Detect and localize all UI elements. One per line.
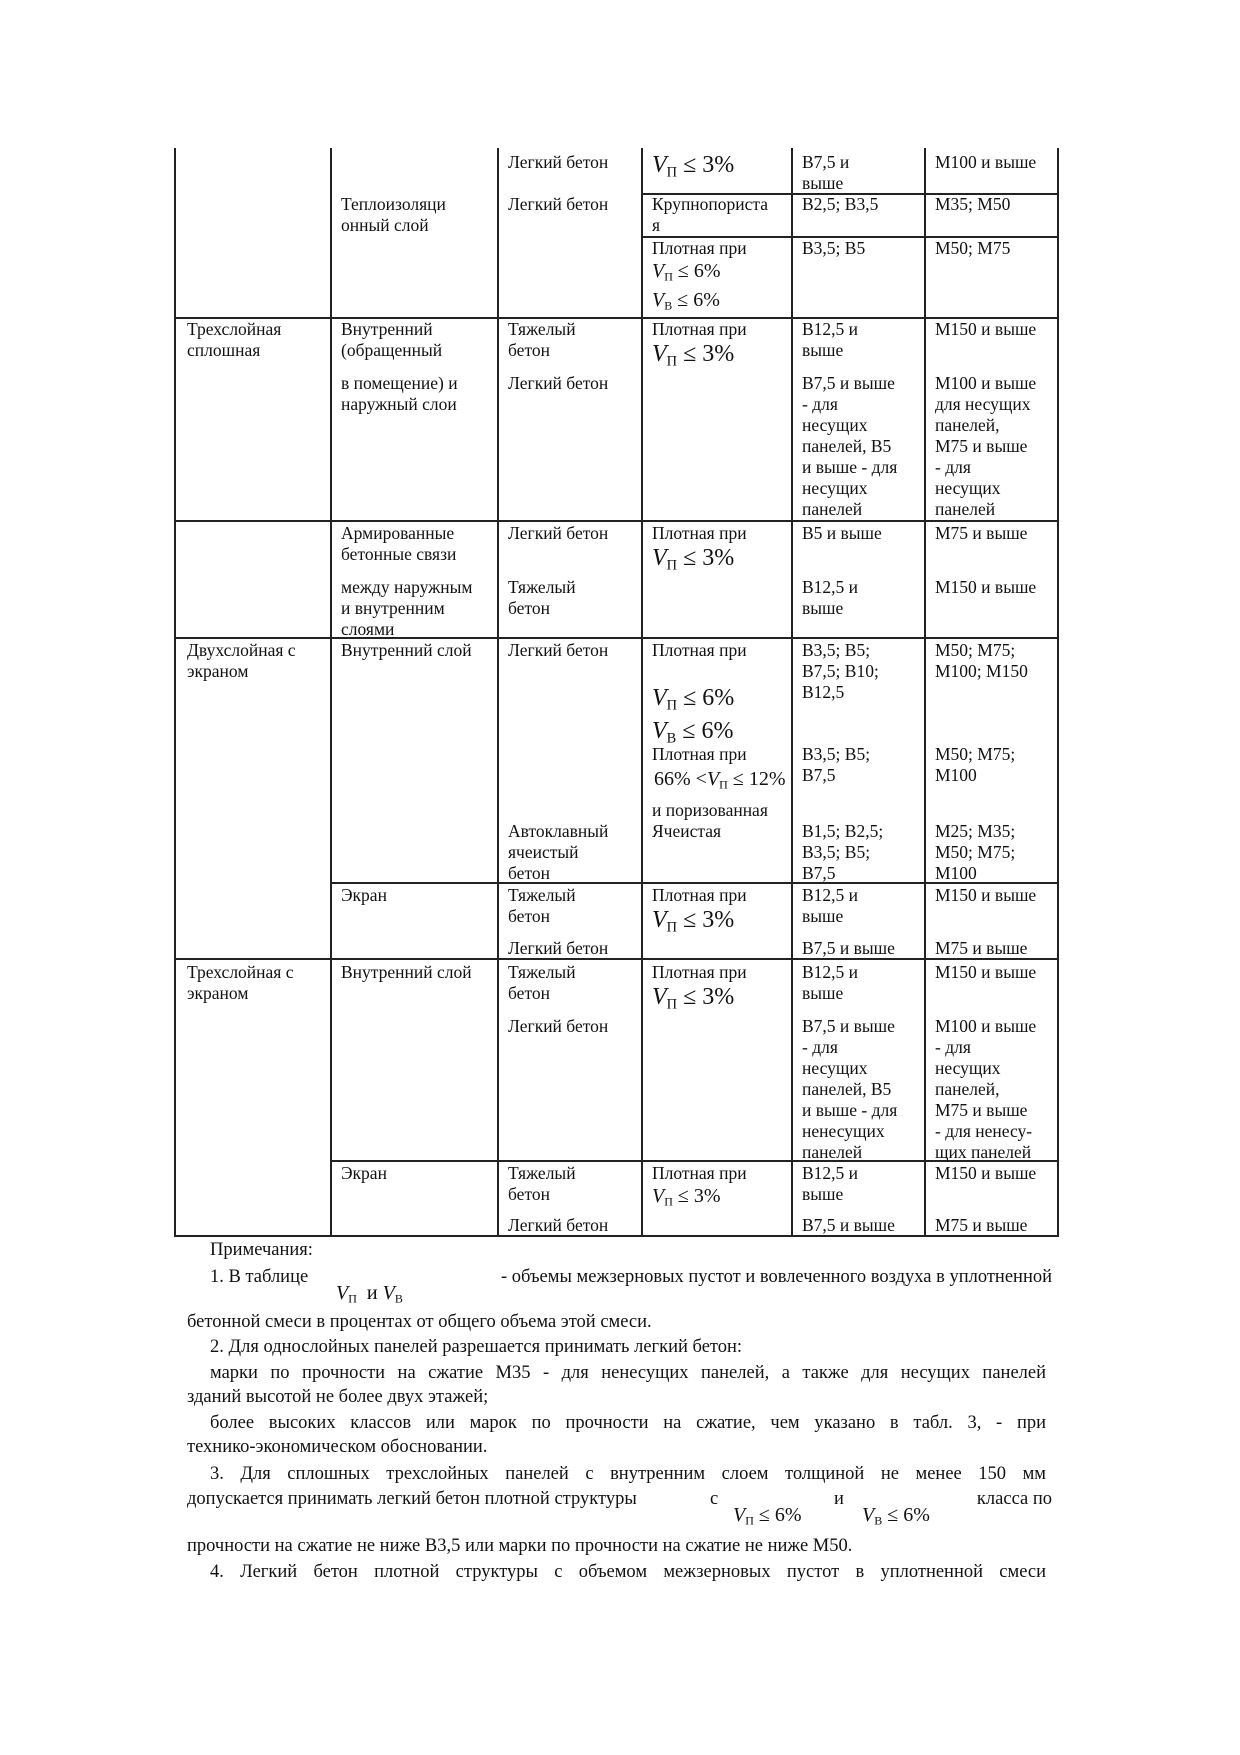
cell-grades: М150 и выше <box>935 962 1037 982</box>
multiline-text: Тяжелый бетон <box>508 577 576 618</box>
formula-vp: $V_П \le 3\%$ <box>652 984 735 1013</box>
multiline-text: Автоклавный ячеистый бетон <box>508 821 609 883</box>
cell-structure: Плотная при <box>652 885 747 905</box>
cell-classes <box>802 152 849 194</box>
cell-classes <box>802 821 883 884</box>
cell-material: Легкий бетон <box>508 640 609 660</box>
cell-panel <box>187 640 296 682</box>
note-2-line-1: 2. Для однослойных панелей разрешается принимать легкий бетон: <box>210 1337 743 1357</box>
note-2-line-4: более высоких классов или марок по прочности на сжатие, чем указано в табл. 3, - при <box>210 1413 1046 1433</box>
cell-classes: В3,5; В5 <box>802 238 866 258</box>
cell-grades: М75 и выше <box>935 938 1028 958</box>
note-4-line-1: 4. Легкий бетон плотной структуры с объемом межзерновых пустот в уплотненной смеси <box>210 1562 1046 1582</box>
note-1-start: 1. В таблице <box>210 1267 309 1287</box>
cell-classes <box>802 373 897 520</box>
multiline-text: Трехслойная с экраном <box>187 962 294 1003</box>
cell-material: Легкий бетон <box>508 194 609 214</box>
cell-structure <box>652 194 768 236</box>
cell-structure: Плотная при <box>652 962 747 982</box>
cell-layer: Экран <box>341 1163 387 1183</box>
cell-material: Легкий бетон <box>508 1016 609 1036</box>
multiline-text: В7,5 и выше - для несущих панелей, В5 и выше - для ненесущих панелей <box>802 1016 898 1162</box>
formula-vp: $V_П \le 6\%$ <box>652 260 721 284</box>
cell-classes <box>802 1016 897 1163</box>
multiline-text: В12,5 и выше <box>802 885 859 926</box>
note-3-line-3: прочности на сжатие не ниже В3,5 или марки по прочности на сжатие не ниже М50. <box>187 1536 853 1556</box>
multiline-text: Тяжелый бетон <box>508 962 576 1003</box>
multiline-text: Внутренний (обращенный <box>341 319 443 360</box>
cell-grades: М35; М50 <box>935 194 1011 214</box>
cell-layer: Экран <box>341 885 387 905</box>
cell-material: Легкий бетон <box>508 1215 609 1235</box>
multiline-text: Трехслойная сплошная <box>187 319 282 360</box>
cell-material <box>508 885 576 927</box>
cell-grades: М150 и выше <box>935 577 1037 597</box>
cell-classes <box>802 640 879 703</box>
note-3-line-2s: с <box>710 1489 719 1509</box>
note-1-line-2: бетонной смеси в процентах от общего объема этой смеси. <box>187 1312 652 1332</box>
cell-material: Легкий бетон <box>508 152 609 172</box>
note-3-line-2and: и <box>834 1489 844 1509</box>
formula-vp-range: $66\% <V_П \le 12\%$ <box>654 768 786 792</box>
cell-structure: Ячеистая <box>652 821 722 841</box>
multiline-text: Тяжелый бетон <box>508 885 576 926</box>
cell-classes <box>802 962 858 1004</box>
multiline-text: В12,5 и выше <box>802 962 859 1003</box>
formula-vp: $V_П \le 3\%$ <box>652 152 735 181</box>
cell-material: Легкий бетон <box>508 373 609 393</box>
cell-grades: М75 и выше <box>935 1215 1028 1235</box>
multiline-text: в помещение) и наружный слои <box>341 373 458 414</box>
multiline-text: М100 и выше - для несущих панелей, М75 и выше - для ненесу- щих панелей <box>935 1016 1037 1162</box>
cell-grades <box>935 821 1015 884</box>
formula-vv: $V_В \le 6\%$ <box>652 718 734 747</box>
multiline-text: Теплоизоляци онный слой <box>341 194 446 235</box>
formula-vp: $V_П \le 3\%$ <box>652 545 735 574</box>
formula-vp: $V_П \le 3\%$ <box>652 1185 721 1209</box>
cell-grades <box>935 1016 1036 1163</box>
cell-classes <box>802 744 870 786</box>
cell-material <box>508 821 608 884</box>
cell-classes <box>802 885 858 927</box>
cell-layer <box>341 577 472 640</box>
cell-structure: Плотная при <box>652 744 747 764</box>
multiline-text: между наружным и внутренним слоями <box>341 577 473 639</box>
cell-grades: М150 и выше <box>935 319 1037 339</box>
cell-material <box>508 319 576 361</box>
multiline-text: В1,5; В2,5; В3,5; В5; В7,5 <box>802 821 884 883</box>
cell-layer <box>341 373 458 415</box>
multiline-text: М100 и выше для несущих панелей, М75 и выше - для несущих панелей <box>935 373 1037 519</box>
multiline-text: Тяжелый бетон <box>508 319 576 360</box>
cell-panel <box>187 319 281 361</box>
cell-layer: Внутренний слой <box>341 962 472 982</box>
cell-grades <box>935 640 1028 682</box>
cell-classes <box>802 1163 858 1205</box>
cell-structure: Плотная при <box>652 1163 747 1183</box>
note-3-line-2b: класса по <box>976 1489 1052 1509</box>
cell-grades <box>935 373 1036 520</box>
formula-vp-vv: $V_П$ и $V_В$ <box>336 1282 403 1306</box>
cell-classes <box>802 319 858 361</box>
note-2-line-3: зданий высотой не более двух этажей; <box>187 1387 489 1407</box>
cell-structure: Плотная при <box>652 238 747 258</box>
multiline-text: Крупнопориста я <box>652 194 769 235</box>
formula-vp: $V_П \le 3\%$ <box>652 907 735 936</box>
cell-classes: В7,5 и выше <box>802 1215 895 1235</box>
formula-vv: $V_В \le 6\%$ <box>652 289 720 313</box>
multiline-text: М25; М35; М50; М75; М100 <box>935 821 1016 883</box>
multiline-text: В12,5 и выше <box>802 319 859 360</box>
cell-material <box>508 962 576 1004</box>
cell-structure: Плотная при <box>652 319 747 339</box>
multiline-text: В12,5 и выше <box>802 1163 859 1204</box>
cell-layer <box>341 523 456 565</box>
multiline-text: М50; М75; М100 <box>935 744 1016 785</box>
multiline-text: Армированные бетонные связи <box>341 523 457 564</box>
note-2-line-5: технико-экономическом обосновании. <box>187 1437 488 1457</box>
cell-grades: М150 и выше <box>935 885 1037 905</box>
cell-grades: М150 и выше <box>935 1163 1037 1183</box>
formula-vp: $V_П \le 3\%$ <box>652 341 735 370</box>
cell-classes: В7,5 и выше <box>802 938 895 958</box>
cell-grades: М75 и выше <box>935 523 1028 543</box>
cell-classes: В5 и выше <box>802 523 882 543</box>
cell-structure: Плотная при <box>652 640 747 660</box>
cell-layer <box>341 319 442 361</box>
multiline-text: В7,5 и выше - для несущих панелей, В5 и выше - для несущих панелей <box>802 373 898 519</box>
cell-grades: М100 и выше <box>935 152 1037 172</box>
cell-material <box>508 577 576 619</box>
notes-title: Примечания: <box>210 1240 313 1260</box>
multiline-text: В3,5; В5; В7,5 <box>802 744 871 785</box>
formula-vv: $V_В \le 6\%$ <box>862 1504 930 1528</box>
cell-grades: М50; М75 <box>935 238 1011 258</box>
multiline-text: В12,5 и выше <box>802 577 859 618</box>
cell-material: Легкий бетон <box>508 523 609 543</box>
note-3-line-1: 3. Для сплошных трехслойных панелей с внутренним слоем толщиной не менее 150 мм <box>210 1464 1046 1484</box>
cell-classes: В2,5; В3,5 <box>802 194 879 214</box>
multiline-text: В7,5 и выше <box>802 152 850 193</box>
multiline-text: Тяжелый бетон <box>508 1163 576 1204</box>
multiline-text: Двухслойная с экраном <box>187 640 296 681</box>
note-2-line-2: марки по прочности на сжатие М35 - для ненесущих панелей, а также для несущих панелей <box>210 1363 1046 1383</box>
cell-layer <box>341 194 446 236</box>
note-3-line-2a: допускается принимать легкий бетон плотной структуры <box>187 1489 637 1509</box>
cell-structure-2: и поризованная <box>652 800 768 820</box>
cell-material <box>508 1163 576 1205</box>
cell-classes <box>802 577 858 619</box>
cell-grades <box>935 744 1015 786</box>
multiline-text: В3,5; В5; В7,5; В10; В12,5 <box>802 640 879 702</box>
cell-layer: Внутренний слой <box>341 640 472 660</box>
cell-structure: Плотная при <box>652 523 747 543</box>
note-1-rest: - объемы межзерновых пустот и вовлеченного воздуха в уплотненной <box>501 1267 1052 1287</box>
multiline-text: М50; М75; М100; М150 <box>935 640 1028 681</box>
formula-vp: $V_П \le 6\%$ <box>733 1504 802 1528</box>
formula-vp: $V_П \le 6\%$ <box>652 685 735 714</box>
cell-material: Легкий бетон <box>508 938 609 958</box>
cell-panel <box>187 962 294 1004</box>
